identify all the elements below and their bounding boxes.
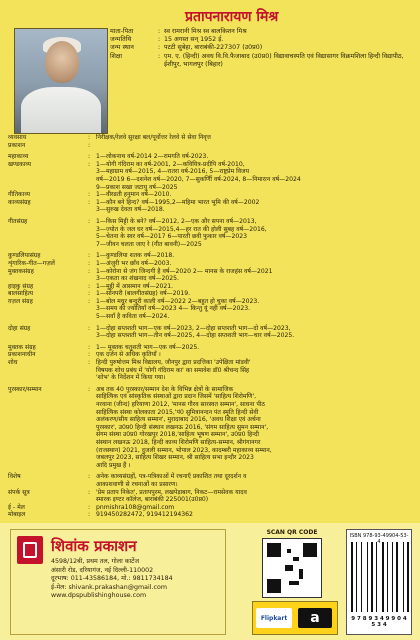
- entry-line: 3—समय की ज्योतियाँ वर्ष—2023 4— किन्तु यूं नहीं वर्ष—2023.: [96, 305, 251, 313]
- entry-label: शोध: [8, 359, 18, 367]
- entry-line: 5—सवाँ है कविता वर्ष—2024.: [96, 313, 170, 321]
- entry-line: 1—अंजुरी भर छाँव वर्ष—2003.: [96, 259, 172, 267]
- entry-values: [96, 161, 412, 191]
- entry-label: पुरस्कार/सम्मान: [8, 385, 42, 393]
- entry-line: एक दर्जन से अधिक कृतियाँ ।: [96, 351, 161, 359]
- work-entry: प्रकाशन :: [8, 142, 412, 150]
- entry-values: [96, 359, 412, 382]
- work-entry: शृंगारिक-गीत—गज़लें : 1—अंजुरी भर छाँव वर्ष—2003.: [8, 260, 412, 268]
- bio-value: 15 अगस्त सन् 1952 ई.: [164, 36, 224, 44]
- entry-values: [96, 386, 412, 470]
- entry-label: ग़ज़ल संग्रह: [8, 297, 33, 305]
- entry-line: अलंकरण/सीय साहित्य सम्मान', मुरादाबाद 2016, 'अवध शिक्षा एवं अर्चना: [96, 416, 261, 424]
- qr-code-icon[interactable]: [262, 538, 322, 598]
- isbn-barcode-box: [346, 529, 412, 635]
- entry-values: [96, 298, 412, 321]
- entry-label: प्रकाशनाधीन: [8, 351, 36, 359]
- work-entry: काव्यसंग्रह : 1—कौन बने हिन्द? वर्ष—1995,2—महिमा भारत भूमि की वर्ष—2002 3—सुरुख देवता वर्ष—2018.: [8, 199, 412, 214]
- entry-line: आकाशवाणी से रचनाओं का प्रसारण।: [96, 480, 178, 488]
- entry-line: आदि प्रमुख हैं ।: [96, 461, 131, 469]
- work-entry: मुक्तकसंग्रह : 1—कोरोना से जंग जिन्दगी है वर्ष—2020 2— मानस के राजहंस वर्ष—2021 3—एकता का शंखनाद वर्ष—2025.: [8, 268, 412, 283]
- entry-line: 1—योगी गंदिराम का वर्ष-2001, 2—कवियित्र-प्रदीपि वर्ष-2010,: [96, 160, 245, 168]
- entry-values: [96, 351, 412, 359]
- entry-values: [96, 142, 412, 150]
- work-entry: व्यवसाय : निरीक्षक/रेलवे सुरक्षा बल/पूर्वोत्तर रेलवे से सेवा निवृत्त: [8, 134, 412, 142]
- entry-label: गीतिकाव्य: [8, 191, 30, 199]
- entry-label: संपर्क सूत्र: [8, 488, 30, 496]
- entry-line: pnmishra108@gmail.com: [96, 503, 175, 511]
- qr-title: SCAN QR CODE: [266, 529, 318, 536]
- isbn-top: ISBN 978-93-49904-53-4: [349, 533, 409, 545]
- work-entry: खण्डकाव्य : 1—योगी गंदिराम का वर्ष-2001, 2—कवियित्र-प्रदीपि वर्ष-2010, 3—महाग्राम वर्ष—2015, 4—रातरा वर्ष-2016, 5—राष्ट्रप्रेम विजय वर्ष—2019 6—दशनेश वर्ष—2020, 7—सुकर्णिी वर्ष-2024, 8—निमारत्न वर्ष—2024 9—प्रकाश सखा जटायु वर्ष—2025: [8, 161, 412, 191]
- bio-block: [110, 28, 415, 69]
- entry-values: [96, 489, 412, 504]
- entry-label: प्रकाशन: [8, 141, 26, 149]
- entry-label: दोहा संग्रह: [8, 324, 31, 332]
- works-list: [8, 134, 412, 519]
- entry-line: वर्ष—2019 6—दशनेश वर्ष—2020, 7—सुकर्णिी वर्ष-2024, 8—निमारत्न वर्ष—2024: [96, 175, 301, 183]
- entry-line: 1—कौन बने हिन्द? वर्ष—1995,2—महिमा भारत भूमि की वर्ष—2002: [96, 198, 260, 206]
- bio-value: एम. ए. (हिन्दी) अवध वि.वि.फैजाबाद (उ0प्र0) विद्यावाचस्पति एवं विद्यासागर विक्रमशिला हिन्दी विद्यापीठ, ईशीपुर, भागलपुर (बिहार): [164, 52, 404, 68]
- barcode-icon: [351, 542, 407, 612]
- entry-line: 1—कुण्डलिया शतक वर्ष—2018.: [96, 252, 175, 260]
- work-entry: हाइकु संग्रह : 1—मुट्ठी में आसमान वर्ष—2021.: [8, 283, 412, 291]
- entry-line: 1—बोल मधुर बन्दुरी काली वर्ष—2022 2—बहुत हो चुका वर्ष—2023.: [96, 297, 260, 305]
- entry-label: कुण्डलियासंग्रह: [8, 252, 41, 260]
- entry-label: काव्यसंग्रह: [8, 198, 31, 206]
- entry-values: [96, 199, 412, 214]
- publisher-address-line: ई-मेल: shivank.prakashan@gmail.com: [51, 583, 167, 591]
- entry-line: 'शोभ' के निर्देशन में किया गया।: [96, 374, 166, 382]
- entry-label: ई - मेल: [8, 503, 25, 511]
- entry-line: 5—चेतना के स्वर वर्ष—2017 6—पारती छवी फुकार वर्ष—2023: [96, 233, 248, 241]
- amazon-logo[interactable]: a: [298, 608, 332, 628]
- entry-values: [96, 325, 412, 340]
- entry-line: 1— मुक्तक चतुशती भाग—एक वर्ष—2025.: [96, 343, 200, 351]
- entry-line: 1—कोरोना से जंग जिन्दगी है वर्ष—2020 2— मानस के राजहंस वर्ष—2021: [96, 267, 273, 275]
- entry-line: साहित्यिक संस्था कोलकाता 2015,'पं0 सुमित्रानन्दन पंत स्मृति हिन्दी सेवी: [96, 408, 259, 416]
- work-entry: दोहा संग्रह : 1—दोहा सप्तशती भाग—एक वर्ष—2023, 2—दोहा सप्तशती भाग—दो वर्ष—2023, 3—दोहा सप्तशती भाग—तीन वर्ष—2025, 4—दोहा सप्तशती भाग—चार वर्ष—2025.: [8, 325, 412, 340]
- entry-line: 3—एकता का शंखनाद वर्ष—2025.: [96, 275, 179, 283]
- work-entry: महाकाव्य : 1—लोकनाथ वर्ष-2014 2—रामगति वर्ष-2023.: [8, 153, 412, 161]
- author-photo: [14, 28, 108, 134]
- entry-label: मोबाइल: [8, 511, 26, 519]
- entry-values: [96, 134, 412, 142]
- entry-values: [96, 268, 412, 283]
- publisher-strip: [0, 523, 420, 640]
- bio-row-parents: माता-पिता : स्व रामरानी मिश्र स्व बालकिशन मिश्र: [110, 28, 415, 36]
- entry-values: [96, 473, 412, 488]
- work-entry: गीतसंग्रह : 1—किस मिट्टी के बने? वर्ष—2012, 2—एक और सपना वर्ष—2013, 3—ज्योत के जल घर वर्ष—2015,4—हर रात की होली सुबह वर्ष—2016, 5—चेतना के स्वर वर्ष—2017 6—पारती छवी फुकार वर्ष—2023 7—जीवन चलता जाए रे (गीत बावनी)—2025: [8, 218, 412, 248]
- entry-line: नरवाना (जीन्द) हरियाणा 2012, 'मानस गौरव सारस्वत सम्मान', साधना पीठ: [96, 401, 265, 408]
- publisher-address: [51, 558, 221, 601]
- work-entry: पुरस्कार/सम्मान : अब तक 40 पुरस्कार/सम्मान देश के विभिन्न क्षेत्रों के सामाजिक साहित्यिक एवं सांस्कृतिक संस्थाओं द्वारा प्रदान जिसमें 'साहित्य शिरोमणि', नरवाना (जीन्द) हरियाणा 2012, 'मानस गौरव सारस्वत सम्मान', साधना पीठ साहित्यिक संस्था कोलकाता 2015,'पं0 सुमित्रानन्दन पंत स्मृति हिन्दी सेवी अलंकरण/सीय साहित्य सम्मान', मुरादाबाद 2016, 'अवध शिक्षा एवं अर्चना पुरस्कार', उ0प्र0 हिन्दी संस्थान लखनऊ 2016, 'संगम साहित्य सुमन सम्मान', संगम संस्था उ0प्र0 गोरखपुर 2018,'साहित्य भूषण सम्मान', उ0प्र0 हिन्दी संस्थान लखनऊ 2018, हिन्दी काव्य शिरोमणि साहित्य-सम्मान, श्रीगंगानगर (राजस्थान) 2021, दुजली सम्मान, भोपाल 2023, कादम्बरी महाकाव्य सम्मान, जबलपुर 2023, साहित्य शिखर सम्मान, श्री साहित्य सभा इन्दौर 2023 आदि प्रमुख हैं ।: [8, 386, 412, 470]
- entry-line: 1—वीरव्रती हनुमान वर्ष—2010.: [96, 191, 172, 199]
- work-entry: कुण्डलियासंग्रह : 1—कुण्डलिया शतक वर्ष—2018.: [8, 252, 412, 260]
- entry-line: अनेक काव्यसंग्रहों, पत्र-पत्रिकाओं में रचनाएँ प्रकाशित तथा दूरदर्शन व: [96, 473, 247, 481]
- isbn-number: 9 7 8 9 3 4 9 9 0 4 5 3 4: [351, 616, 407, 628]
- qr-block: [248, 529, 336, 598]
- entry-line: निरीक्षक/रेलवे सुरक्षा बल/पूर्वोत्तर रेलवे से सेवा निवृत्त: [96, 134, 211, 141]
- entry-line: 9—प्रकाश सखा जटायु वर्ष—2025: [96, 183, 178, 191]
- entry-values: [96, 511, 412, 519]
- entry-label: विशेष: [8, 473, 21, 481]
- entry-values: [96, 290, 412, 298]
- entry-values: [96, 504, 412, 512]
- entry-line: 1—दोहा सप्तशती भाग—एक वर्ष—2023, 2—दोहा सप्तशती भाग—दो वर्ष—2023,: [96, 324, 291, 332]
- bio-row-birthdate: जन्मतिथि : 15 अगस्त सन् 1952 ई.: [110, 36, 415, 44]
- entry-line: विषयक शोध प्रबंध में 'योगी गंदिराम का' का समावेश डॉ0 श्रीचन्द सिंह: [96, 366, 250, 374]
- entry-line: संस्थान लखनऊ 2018, हिन्दी काव्य शिरोमणि साहित्य-सम्मान, श्रीगंगानगर: [96, 438, 261, 446]
- entry-line: अब तक 40 पुरस्कार/सम्मान देश के विभिन्न क्षेत्रों के सामाजिक: [96, 385, 234, 393]
- entry-line: 3—ज्योत के जल घर वर्ष—2015,4—हर रात की होली सुबह वर्ष—2016,: [96, 225, 267, 233]
- entry-line: 3—दोहा सप्तशती भाग—तीन वर्ष—2025, 4—दोहा सप्तशती भाग—चार वर्ष—2025.: [96, 332, 295, 340]
- entry-values: [96, 153, 412, 161]
- bio-label: शिक्षा: [110, 52, 123, 60]
- bio-row-birthplace: जन्म स्थान : पटटी सुबेहा, बाराबंकी-227307 (उ0प्र0): [110, 44, 415, 52]
- entry-label: मुक्तकसंग्रह: [8, 267, 34, 275]
- entry-line: स्मारक इण्टर कॉलेज, बाराबंकी 225001(उ0प्र0): [96, 496, 209, 504]
- entry-label: व्यवसाय: [8, 134, 27, 141]
- entry-line: 7—जीवन चलता जाए रे (गीत बावनी)—2025: [96, 240, 202, 248]
- entry-line: 'प्रेम प्रताप निकेत', प्रतापपुरम, लखपेड़ाबाग, निकट—रामसेवक यादव: [96, 488, 247, 496]
- entry-line: संगम संस्था उ0प्र0 गोरखपुर 2018,'साहित्य भूषण सम्मान', उ0प्र0 हिन्दी: [96, 431, 259, 439]
- entry-values: [96, 252, 412, 260]
- work-entry: मोबाइल : 919450282472, 919412194362: [8, 511, 412, 519]
- publisher-address-line: 4598/12बी, प्रथम तल, गोला कार्टेज: [51, 558, 140, 565]
- publisher-address-line: www.dpspublishinghouse.com: [51, 592, 147, 600]
- entry-label: बालसाहित्य: [8, 290, 34, 298]
- work-entry: ग़ज़ल संग्रह : 1—बोल मधुर बन्दुरी काली वर्ष—2022 2—बहुत हो चुका वर्ष—2023. 3—समय की ज्योतियाँ वर्ष—2023 4— किन्तु यूं नहीं वर्ष—2023. 5—सवाँ है कविता वर्ष—2024.: [8, 298, 412, 321]
- publisher-address-line: अंसारी रोड, दरियागंज, नई दिल्ली-110002: [51, 566, 154, 574]
- entry-line: साहित्यिक एवं सांस्कृतिक संस्थाओं द्वारा प्रदान जिसमें 'साहित्य शिरोमणि',: [96, 393, 257, 401]
- entry-label: हाइकु संग्रह: [8, 282, 34, 290]
- entry-label: मुक्तक संग्रह: [8, 343, 36, 351]
- entry-label: गीतसंग्रह: [8, 217, 28, 225]
- entry-line: 1—लोकनाथ वर्ष-2014 2—रामगति वर्ष-2023.: [96, 153, 209, 161]
- work-entry: संपर्क सूत्र : 'प्रेम प्रताप निकेत', प्रतापपुरम, लखपेड़ाबाग, निकट—रामसेवक यादव स्मारक इण्टर कॉलेज, बाराबंकी 225001(उ0प्र0): [8, 489, 412, 504]
- entry-line: जबलपुर 2023, साहित्य शिखर सम्मान, श्री साहित्य सभा इन्दौर 2023: [96, 454, 254, 462]
- work-entry: प्रकाशनाधीन : एक दर्जन से अधिक कृतियाँ ।: [8, 351, 412, 359]
- bio-label: माता-पिता: [110, 28, 134, 35]
- entry-line: 1—किस मिट्टी के बने? वर्ष—2012, 2—एक और सपना वर्ष—2013,: [96, 217, 257, 225]
- entry-line: 919450282472, 919412194362: [96, 511, 193, 519]
- entry-line: हिन्दी पुरुषोत्तम मिश्र विद्यालय, जौनपुर द्वारा प्रदत्तिका 'उपेक्षिता मांडवी': [96, 359, 251, 367]
- entry-line: (राजस्थान) 2021, दुजली सम्मान, भोपाल 2023, कादम्बरी महाकाव्य सम्मान,: [96, 446, 272, 454]
- entry-values: [96, 191, 412, 199]
- work-entry: मुक्तक संग्रह : 1— मुक्तक चतुशती भाग—एक वर्ष—2025.: [8, 344, 412, 352]
- stores-box: [252, 601, 338, 635]
- entry-label: शृंगारिक-गीत—गज़लें: [8, 259, 55, 267]
- publisher-box: [10, 529, 226, 635]
- entry-line: 1—सोनपरी (बालगीतसंग्रह) वर्ष—2019.: [96, 290, 191, 298]
- entry-line: पुरस्कार', उ0प्र0 हिन्दी संस्थान लखनऊ 2016, 'संगम साहित्य सुमन सम्मान',: [96, 423, 269, 431]
- publisher-name: शिवांक प्रकाशन: [51, 537, 137, 555]
- entry-label: खण्डकाव्य: [8, 160, 32, 168]
- work-entry: विशेष : अनेक काव्यसंग्रहों, पत्र-पत्रिकाओं में रचनाएँ प्रकाशित तथा दूरदर्शन व आकाशवाणी से रचनाओं का प्रसारण।: [8, 473, 412, 488]
- work-entry: गीतिकाव्य : 1—वीरव्रती हनुमान वर्ष—2010.: [8, 191, 412, 199]
- bio-label: जन्मतिथि: [110, 36, 132, 44]
- bio-value: पटटी सुबेहा, बाराबंकी-227307 (उ0प्र0): [164, 44, 263, 52]
- work-entry: ई - मेल : pnmishra108@gmail.com: [8, 504, 412, 512]
- entry-values: [96, 218, 412, 248]
- publisher-address-line: दूरभाष: 011-43586184, मो.: 9811734184: [51, 575, 173, 583]
- bio-row-education: शिक्षा : एम. ए. (हिन्दी) अवध वि.वि.फैजाबाद (उ0प्र0) विद्यावाचस्पति एवं विद्यासागर विक्रमशिला हिन्दी विद्यापीठ, ईशीपुर, भागलपुर (बिहार): [110, 53, 415, 69]
- entry-line: 3—सुरुख देवता वर्ष—2018.: [96, 206, 165, 214]
- entry-label: महाकाव्य: [8, 153, 29, 161]
- entry-line: 3—महाग्राम वर्ष—2015, 4—रातरा वर्ष-2016, 5—राष्ट्रप्रेम विजय: [96, 168, 250, 176]
- bio-value: स्व रामरानी मिश्र स्व बालकिशन मिश्र: [164, 28, 247, 35]
- entry-values: [96, 260, 412, 268]
- publisher-logo-icon: [17, 536, 43, 564]
- work-entry: बालसाहित्य : 1—सोनपरी (बालगीतसंग्रह) वर्ष—2019.: [8, 290, 412, 298]
- bio-label: जन्म स्थान: [110, 44, 134, 52]
- work-entry: शोध : हिन्दी पुरुषोत्तम मिश्र विद्यालय, जौनपुर द्वारा प्रदत्तिका 'उपेक्षिता मांडवी' विषयक शोध प्रबंध में 'योगी गंदिराम का' का समावेश डॉ0 श्रीचन्द सिंह 'शोभ' के निर्देशन में किया गया।: [8, 359, 412, 382]
- flipkart-logo[interactable]: Flipkart: [256, 608, 292, 628]
- entry-line: 1—मुट्ठी में आसमान वर्ष—2021.: [96, 282, 174, 290]
- author-title: प्रतापनारायण मिश्र: [185, 9, 279, 25]
